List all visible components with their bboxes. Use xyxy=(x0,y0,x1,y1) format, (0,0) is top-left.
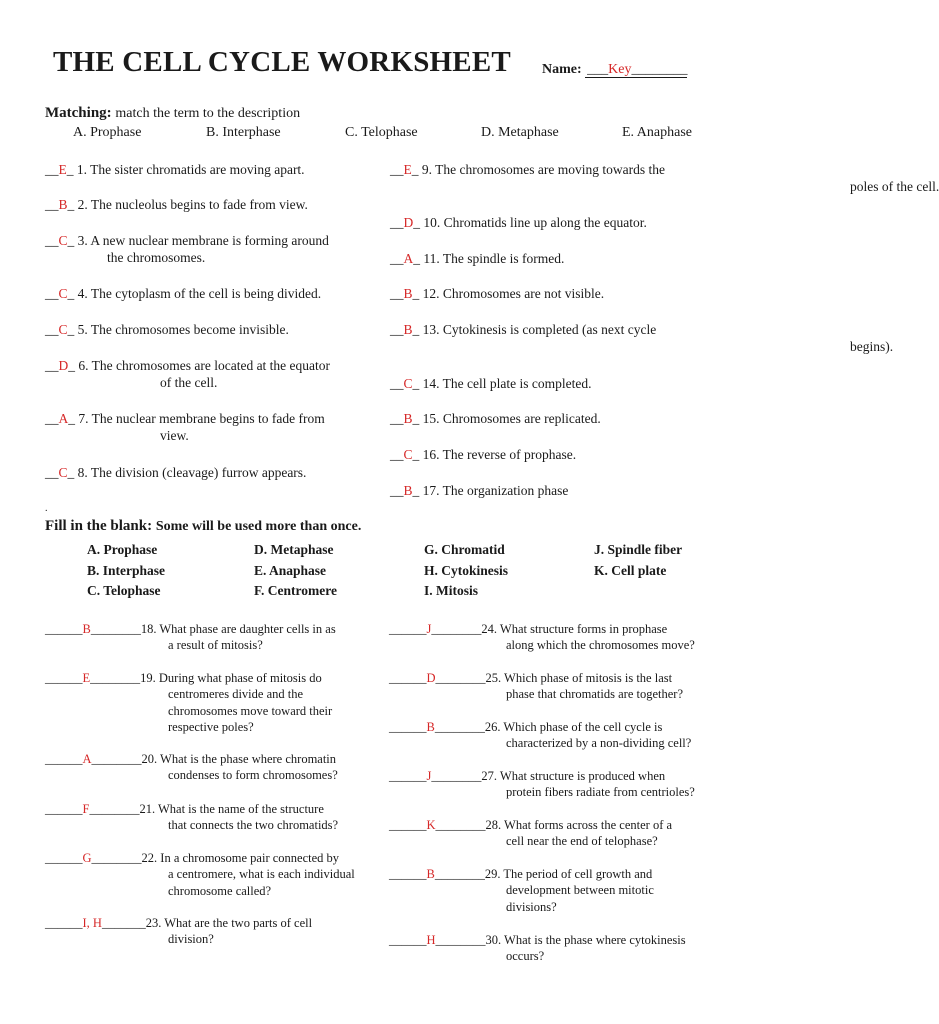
answer-letter: B xyxy=(403,286,413,301)
question-line: ______K________28. What forms across the center of a xyxy=(389,818,673,832)
question-line-continuation: occurs? xyxy=(506,949,545,964)
matching-item xyxy=(390,321,893,355)
question-line-continuation: a result of mitosis? xyxy=(168,638,263,653)
fill-blank-question xyxy=(389,621,695,654)
matching-item-line: __E_ 1. The sister chromatids are moving apart. xyxy=(45,162,305,177)
fill-blank-question xyxy=(45,751,338,784)
fill-blank-question xyxy=(389,768,695,801)
matching-option: B. Interphase xyxy=(206,125,281,140)
answer-letter: F xyxy=(82,802,90,816)
matching-item-line: __B_ 17. The organization phase xyxy=(390,483,569,498)
answer-letter: E xyxy=(58,162,67,177)
question-line-continuation: development between mitotic xyxy=(506,883,654,898)
question-line: ______F________21. What is the name of the structure xyxy=(45,802,324,816)
matching-option: C. Telophase xyxy=(345,125,418,140)
answer-letter: C xyxy=(58,286,68,301)
matching-item-line: __C_ 14. The cell plate is completed. xyxy=(390,376,592,391)
question-line-continuation: condenses to form chromosomes? xyxy=(168,768,338,783)
matching-item-line: __A_ 7. The nuclear membrane begins to fade from xyxy=(45,411,325,426)
matching-item xyxy=(45,196,308,213)
answer-letter: E xyxy=(82,671,91,685)
fill-blank-question xyxy=(45,670,332,735)
answer-letter: G xyxy=(82,851,92,865)
answer-letter: B xyxy=(403,322,413,337)
matching-item-line: __C_ 16. The reverse of prophase. xyxy=(390,447,577,462)
fill-blank-option: E. Anaphase xyxy=(254,563,327,578)
name-suffix: ________ xyxy=(631,62,688,77)
answer-letter: H xyxy=(426,933,436,947)
matching-item xyxy=(45,410,325,444)
matching-item-line: __C_ 4. The cytoplasm of the cell is being divided. xyxy=(45,286,322,301)
matching-item-line: __C_ 8. The division (cleavage) furrow appears. xyxy=(45,465,307,480)
question-line: ______B________29. The period of cell growth and xyxy=(389,867,653,881)
page-title: THE CELL CYCLE WORKSHEET xyxy=(53,46,511,78)
name-value: Key xyxy=(608,62,632,77)
matching-instruction: match the term to the description xyxy=(115,106,301,121)
answer-letter: B xyxy=(58,197,68,212)
answer-letter: J xyxy=(426,769,432,783)
question-line-continuation: protein fibers radiate from centrioles? xyxy=(506,785,695,800)
answer-letter: C xyxy=(58,465,68,480)
matching-item xyxy=(45,464,306,481)
answer-letter: C xyxy=(403,447,413,462)
question-line: ______D________25. Which phase of mitosis is the last xyxy=(389,671,673,685)
answer-letter: A xyxy=(82,752,92,766)
answer-letter: B xyxy=(403,483,413,498)
fill-blank-option: F. Centromere xyxy=(254,583,337,598)
stray-mark: . xyxy=(45,503,48,514)
matching-item xyxy=(390,250,564,267)
fill-blank-option: J. Spindle fiber xyxy=(594,542,683,557)
name-label: Name: xyxy=(542,62,582,77)
question-line: ______G________22. In a chromosome pair connected by xyxy=(45,851,340,865)
fill-blank-option: C. Telophase xyxy=(87,583,161,598)
answer-letter: A xyxy=(403,251,414,266)
fill-blank-option: I. Mitosis xyxy=(424,583,478,598)
answer-letter: C xyxy=(403,376,413,391)
fill-blank-option: K. Cell plate xyxy=(594,563,667,578)
fill-blank-question xyxy=(45,915,312,948)
question-line-continuation: division? xyxy=(168,932,214,947)
matching-item-continuation: view. xyxy=(160,428,189,443)
question-line-continuation: respective poles? xyxy=(168,719,254,734)
matching-item-continuation: of the cell. xyxy=(160,375,218,390)
matching-item xyxy=(45,357,330,391)
matching-item xyxy=(45,232,329,266)
fill-blank-heading: Fill in the blank: xyxy=(45,518,153,534)
fill-blank-option: B. Interphase xyxy=(87,563,166,578)
question-line-continuation: that connects the two chromatids? xyxy=(168,818,339,833)
answer-letter: A xyxy=(58,411,69,426)
fill-blank-heading-row xyxy=(45,518,361,535)
fill-blank-option: H. Cytokinesis xyxy=(424,563,509,578)
matching-option: D. Metaphase xyxy=(481,125,559,140)
matching-item xyxy=(390,375,591,392)
matching-item-line: __D_ 10. Chromatids line up along the equator. xyxy=(390,215,647,230)
fill-blank-question xyxy=(389,866,654,915)
matching-item-line: __C_ 3. A new nuclear membrane is forming around xyxy=(45,233,329,248)
fill-blank-option: A. Prophase xyxy=(87,542,158,557)
question-line-continuation: along which the chromosomes move? xyxy=(506,638,695,653)
matching-item-continuation: begins). xyxy=(850,339,894,354)
question-line-continuation: cell near the end of telophase? xyxy=(506,834,658,849)
fill-blank-option: G. Chromatid xyxy=(424,542,505,557)
matching-item-line: __C_ 5. The chromosomes become invisible. xyxy=(45,322,289,337)
matching-item xyxy=(390,285,604,302)
matching-option: A. Prophase xyxy=(73,125,142,140)
question-line-continuation: phase that chromatids are together? xyxy=(506,687,684,702)
matching-item xyxy=(390,410,601,427)
answer-letter: E xyxy=(403,162,412,177)
answer-letter: D xyxy=(58,358,69,373)
question-line: ______H________30. What is the phase where cytokinesis xyxy=(389,933,686,947)
matching-heading-row xyxy=(45,105,300,122)
question-line-continuation: chromosome called? xyxy=(168,883,272,898)
matching-item xyxy=(45,285,321,302)
matching-item-continuation: the chromosomes. xyxy=(107,250,206,265)
matching-item-line: __B_ 13. Cytokinesis is completed (as next cycle xyxy=(390,322,657,337)
question-line-continuation: characterized by a non-dividing cell? xyxy=(506,736,692,751)
fill-blank-question xyxy=(389,670,683,703)
matching-item xyxy=(390,446,576,463)
answer-letter: C xyxy=(58,233,68,248)
fill-blank-question xyxy=(45,850,355,899)
fill-blank-instruction: Some will be used more than once. xyxy=(155,519,362,534)
name-blank xyxy=(585,62,687,78)
name-field xyxy=(542,62,687,78)
answer-letter: K xyxy=(426,818,436,832)
answer-letter: D xyxy=(403,215,414,230)
question-line: ______B________18. What phase are daughter cells in as xyxy=(45,622,336,636)
question-line: ______A________20. What is the phase where chromatin xyxy=(45,752,337,766)
matching-item-continuation: poles of the cell. xyxy=(850,179,939,194)
question-line-continuation: a centromere, what is each individual xyxy=(168,867,355,882)
fill-blank-option: D. Metaphase xyxy=(254,542,334,557)
question-line: ______J________24. What structure forms in prophase xyxy=(389,622,668,636)
matching-item xyxy=(45,161,305,178)
answer-letter: B xyxy=(82,622,91,636)
fill-blank-question xyxy=(389,817,672,850)
answer-letter: C xyxy=(58,322,68,337)
matching-item-line: __E_ 9. The chromosomes are moving towards the xyxy=(390,162,665,177)
fill-blank-question xyxy=(389,719,691,752)
answer-letter: I, H xyxy=(82,916,102,930)
matching-heading: Matching: xyxy=(45,105,112,121)
question-line: ______E________19. During what phase of mitosis do xyxy=(45,671,322,685)
answer-letter: B xyxy=(426,867,435,881)
question-line-continuation: centromeres divide and the xyxy=(168,687,304,702)
matching-item xyxy=(390,161,939,195)
matching-option: E. Anaphase xyxy=(622,125,692,140)
answer-letter: B xyxy=(403,411,413,426)
name-prefix: ___ xyxy=(587,62,609,77)
fill-blank-question xyxy=(389,932,686,965)
fill-blank-question xyxy=(45,801,338,834)
matching-item xyxy=(45,321,289,338)
question-line: ______J________27. What structure is produced when xyxy=(389,769,666,783)
matching-item-line: __B_ 15. Chromosomes are replicated. xyxy=(390,411,601,426)
matching-item-line: __B_ 12. Chromosomes are not visible. xyxy=(390,286,605,301)
matching-item-line: __D_ 6. The chromosomes are located at the equator xyxy=(45,358,331,373)
matching-item-line: __B_ 2. The nucleolus begins to fade from view. xyxy=(45,197,308,212)
question-line: ______B________26. Which phase of the cell cycle is xyxy=(389,720,663,734)
question-line-continuation: divisions? xyxy=(506,899,557,914)
matching-item-line: __A_ 11. The spindle is formed. xyxy=(390,251,565,266)
answer-letter: J xyxy=(426,622,432,636)
question-line: ______I, H_______23. What are the two parts of cell xyxy=(45,916,313,930)
matching-item xyxy=(390,482,568,499)
answer-letter: D xyxy=(426,671,436,685)
fill-blank-question xyxy=(45,621,336,654)
question-line-continuation: chromosomes move toward their xyxy=(168,703,333,718)
answer-letter: B xyxy=(426,720,435,734)
matching-item xyxy=(390,214,647,231)
